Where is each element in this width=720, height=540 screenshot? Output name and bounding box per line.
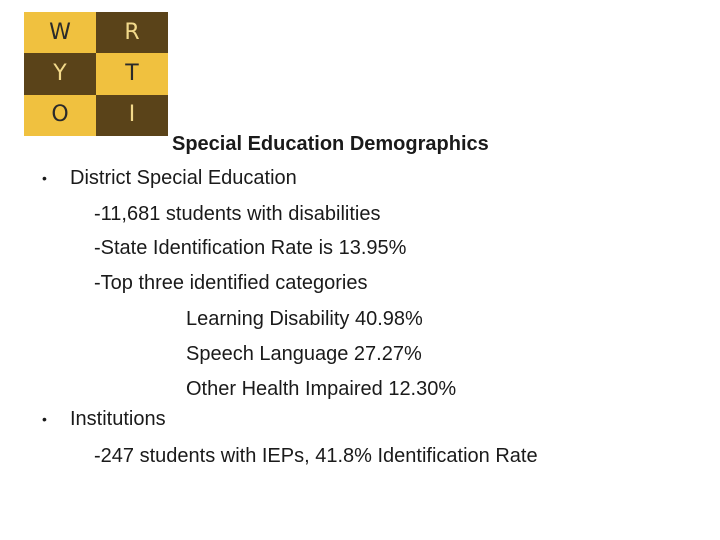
bullet-institutions: • bbox=[42, 411, 47, 427]
logo-cell-t: T bbox=[96, 53, 168, 94]
section-heading-district: District Special Education bbox=[70, 167, 297, 189]
section-heading-institutions: Institutions bbox=[70, 408, 166, 430]
institutions-line-students: -247 students with IEPs, 41.8% Identification Rate bbox=[94, 445, 538, 467]
category-learning-disability: Learning Disability 40.98% bbox=[186, 308, 423, 330]
wyoming-logo bbox=[24, 12, 168, 136]
category-other-health: Other Health Impaired 12.30% bbox=[186, 378, 457, 400]
district-line-students: -11,681 students with disabilities bbox=[94, 203, 381, 225]
logo-cell-r: R bbox=[96, 12, 168, 53]
logo-cell-y: Y bbox=[24, 53, 96, 94]
logo-cell-i: I bbox=[96, 95, 168, 136]
bullet-district: • bbox=[42, 170, 47, 186]
page-title: Special Education Demographics bbox=[172, 133, 489, 155]
logo-cell-o: O bbox=[24, 95, 96, 136]
district-line-rate: -State Identification Rate is 13.95% bbox=[94, 237, 407, 259]
category-speech-language: Speech Language 27.27% bbox=[186, 343, 422, 365]
logo-cell-w: W bbox=[24, 12, 96, 53]
district-line-categories: -Top three identified categories bbox=[94, 272, 368, 294]
